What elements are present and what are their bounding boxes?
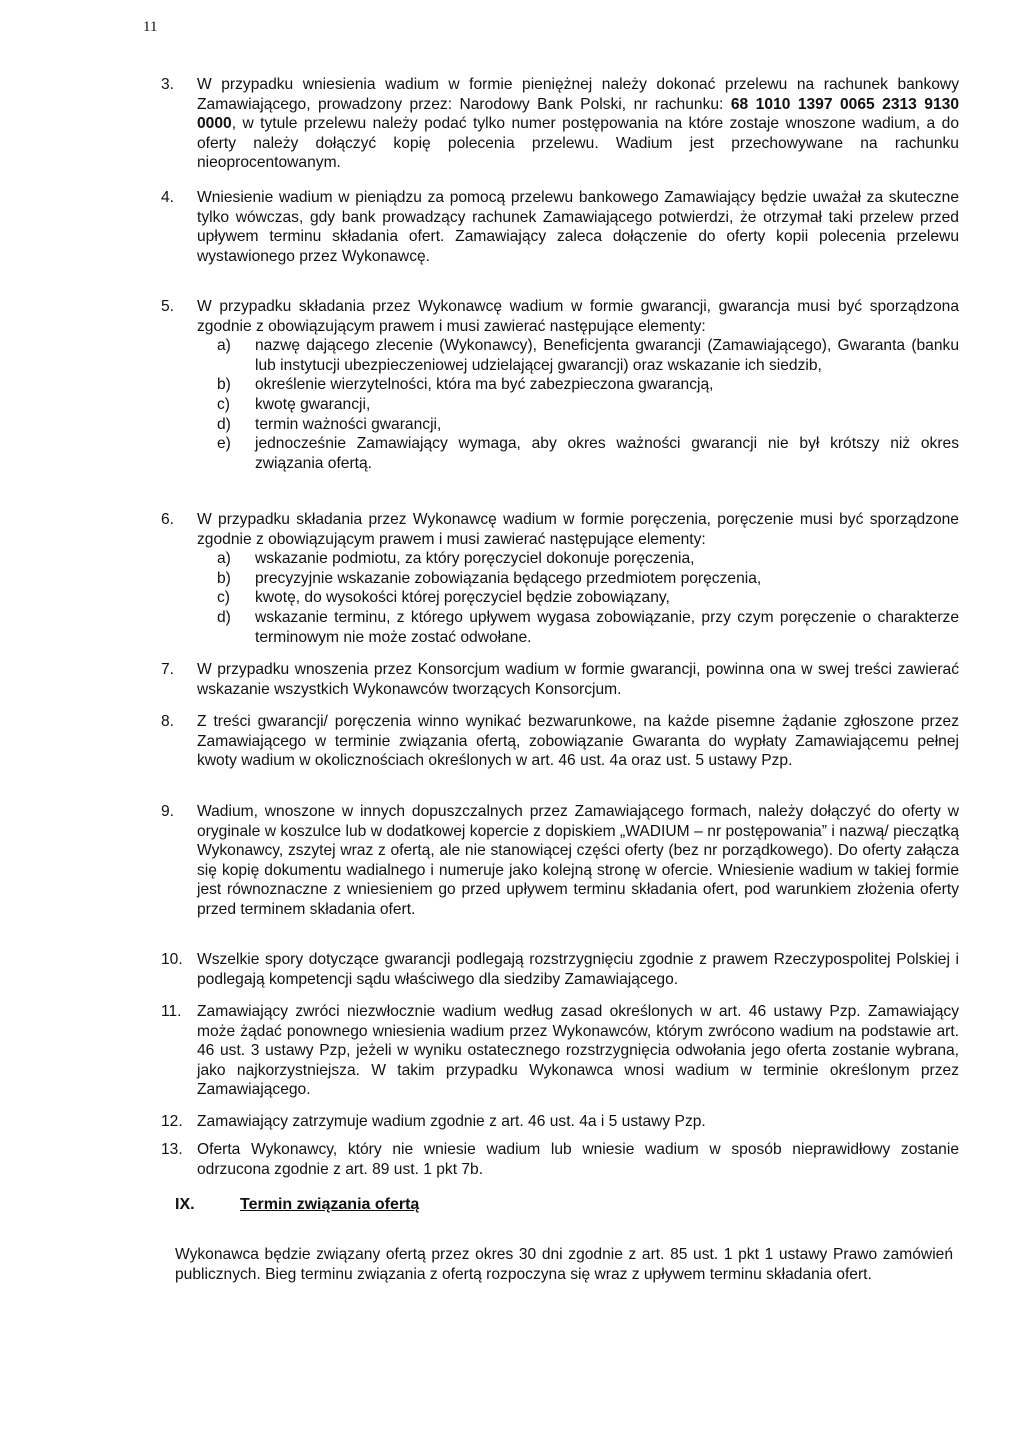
item-number: 11. [161, 1003, 182, 1020]
item-number: 12. [161, 1113, 183, 1130]
list-letter: d) [217, 608, 231, 626]
text-part: W przypadku wniesienia wadium w formie pieniężnej należy dokonać przelewu na rachunek bankowy Zamawiającego, prowadzony przez: Narodowy Bank Polski, nr rachunku: [197, 76, 959, 113]
item-text: Zamawiający zwróci niezwłocznie wadium według zasad określonych w art. 46 ustawy Pzp. Zamawiający może żądać ponownego wniesienia wadium przez Wykonawców, którym zwrócono wadium na podstawie art. 46 ust. 3 ustawy Pzp, jeżeli w wyniku ostatecznego rozstrzygnięcia odwołania jego oferta zostanie wybrana, jako najkorzystniejsza. W takim przypadku Wykonawca wnosi wadium w terminie określonym przez Zamawiającego. [197, 1003, 959, 1099]
item-text: W przypadku składania przez Wykonawcę wadium w formie gwarancji, gwarancja musi być sporządzona zgodnie z obowiązującym prawem i musi zawierać następujące elementy: [197, 298, 959, 335]
page-number: 11 [143, 19, 158, 35]
item-number: 7. [161, 661, 175, 678]
paragraph-11 [161, 1002, 959, 1100]
list-item [197, 415, 959, 435]
list-text: precyzyjnie wskazanie zobowiązania będącego przedmiotem poręczenia, [255, 569, 762, 587]
list-item [197, 569, 959, 589]
list-item [197, 608, 959, 647]
list-item [197, 434, 959, 473]
item-text: Zamawiający zatrzymuje wadium zgodnie z art. 46 ust. 4a i 5 ustawy Pzp. [197, 1113, 706, 1130]
section-paragraph: Wykonawca będzie związany ofertą przez okres 30 dni zgodnie z art. 85 ust. 1 pkt 1 ustawy Prawo zamówień publicznych. Bieg terminu związania z ofertą rozpoczyna się wraz z upływem terminu składania ofert. [175, 1246, 953, 1283]
section-title: Termin związania ofertą [240, 1196, 420, 1213]
list-letter: c) [217, 589, 230, 607]
list-text: kwotę gwarancji, [255, 395, 371, 413]
item-text: Oferta Wykonawcy, który nie wniesie wadium lub wniesie wadium w sposób nieprawidłowy zostanie odrzucona zgodnie z art. 89 ust. 1 pkt 7b. [197, 1141, 959, 1178]
paragraph-3 [161, 75, 959, 173]
list-text: kwotę, do wysokości której poręczyciel będzie zobowiązany, [255, 589, 670, 607]
paragraph-8 [161, 712, 959, 771]
item-number: 4. [161, 189, 175, 206]
list-letter: c) [217, 395, 230, 413]
list-text: nazwę dającego zlecenie (Wykonawcy), Beneficjenta gwarancji (Zamawiającego), Gwaranta (banku lub instytucji ubezpieczeniowej udzielającej gwarancji) oraz wskazanie ich siedzib, [255, 337, 959, 374]
list-letter: b) [217, 569, 231, 587]
list-letter: b) [217, 376, 231, 394]
list-letter: a) [217, 550, 231, 568]
list-text: jednocześnie Zamawiający wymaga, aby okres ważności gwarancji nie był krótszy niż okres związania ofertą. [255, 435, 959, 472]
item-text: Wniesienie wadium w pieniądzu za pomocą przelewu bankowego Zamawiający będzie uważał za skuteczne tylko wówczas, gdy bank prowadzący rachunek Zamawiającego potwierdzi, że otrzymał taki przelew przed upływem terminu składania ofert. Zamawiający zaleca dołączenie do oferty kopii polecenia przelewu wystawionego przez Wykonawcę. [197, 189, 959, 265]
item-text: W przypadku składania przez Wykonawcę wadium w formie poręczenia, poręczenie musi być sporządzone zgodnie z obowiązującym prawem i musi zawierać następujące elementy: [197, 511, 959, 548]
text-part: , w tytule przelewu należy podać tylko numer postępowania na które zostaje wnoszone wadium, a do oferty należy dołączyć kopię polecenia przelewu. Wadium jest przechowywane na rachunku nieoprocentowanym. [197, 115, 959, 172]
list-item [197, 549, 959, 569]
item-number: 3. [161, 76, 175, 93]
item-number: 8. [161, 713, 175, 730]
paragraph-12 [161, 1112, 959, 1132]
list-item [197, 395, 959, 415]
paragraph-4 [161, 188, 959, 266]
item-text: Wadium, wnoszone w innych dopuszczalnych przez Zamawiającego formach, należy dołączyć do oferty w oryginale w koszulce lub w dodatkowej kopercie z dopiskiem „WADIUM – nr postępowania” i nazwą/ pieczątką Wykonawcy, zszytej wraz z ofertą, ale nie stanowiącej części oferty (bez nr porządkowego). Do oferty załącza się kopię dokumentu wadialnego i numeruje jako kolejną stronę w ofercie. Wniesienie wadium w takiej formie jest równoznaczne z wniesieniem go przed upływem terminu składania ofert, pod warunkiem złożenia oferty przed terminem składania ofert. [197, 803, 959, 918]
item-text: Z treści gwarancji/ poręczenia winno wynikać bezwarunkowe, na każde pisemne żądanie zgłoszone przez Zamawiającego w terminie związania ofertą, zobowiązanie Gwaranta do wypłaty Zamawiającemu pełnej kwoty wadium w okolicznościach określonych w art. 46 ust. 4a oraz ust. 5 ustawy Pzp. [197, 713, 959, 770]
item-text: W przypadku wnoszenia przez Konsorcjum wadium w formie gwarancji, powinna ona w swej treści zawierać wskazanie wszystkich Wykonawców tworzących Konsorcjum. [197, 661, 959, 698]
list-letter: a) [217, 337, 231, 355]
list-text: wskazanie podmiotu, za który poręczyciel dokonuje poręczenia, [255, 550, 695, 568]
paragraph-5 [161, 297, 959, 473]
item-number: 5. [161, 298, 175, 315]
section-number: IX. [175, 1196, 195, 1213]
paragraph-10 [161, 950, 959, 989]
list-letter: d) [217, 415, 231, 433]
item-text: Wszelkie spory dotyczące gwarancji podlegają rozstrzygnięciu zgodnie z prawem Rzeczypospolitej Polskiej i podlegają kompetencji sądu właściwego dla siedziby Zamawiającego. [197, 951, 959, 988]
section-heading [175, 1195, 419, 1215]
paragraph-7 [161, 660, 959, 699]
item-number: 6. [161, 511, 175, 528]
list-text: wskazanie terminu, z którego upływem wygasa zobowiązanie, przy czym poręczenie o charakterze terminowym nie może zostać odwołane. [255, 608, 959, 646]
account-number: 68 1010 1397 0065 2313 9130 0000 [197, 95, 959, 133]
paragraph-6 [161, 510, 959, 647]
list-text: określenie wierzytelności, która ma być zabezpieczona gwarancją, [255, 376, 714, 394]
list-letter: e) [217, 435, 231, 453]
list-item [197, 588, 959, 608]
item-text [197, 75, 959, 173]
item-number: 9. [161, 803, 175, 820]
list-text: termin ważności gwarancji, [255, 415, 442, 433]
paragraph-13 [161, 1140, 959, 1179]
paragraph-9 [161, 802, 959, 920]
list-item [197, 375, 959, 395]
list-item [197, 336, 959, 375]
item-number: 13. [161, 1141, 183, 1158]
item-number: 10. [161, 951, 183, 968]
